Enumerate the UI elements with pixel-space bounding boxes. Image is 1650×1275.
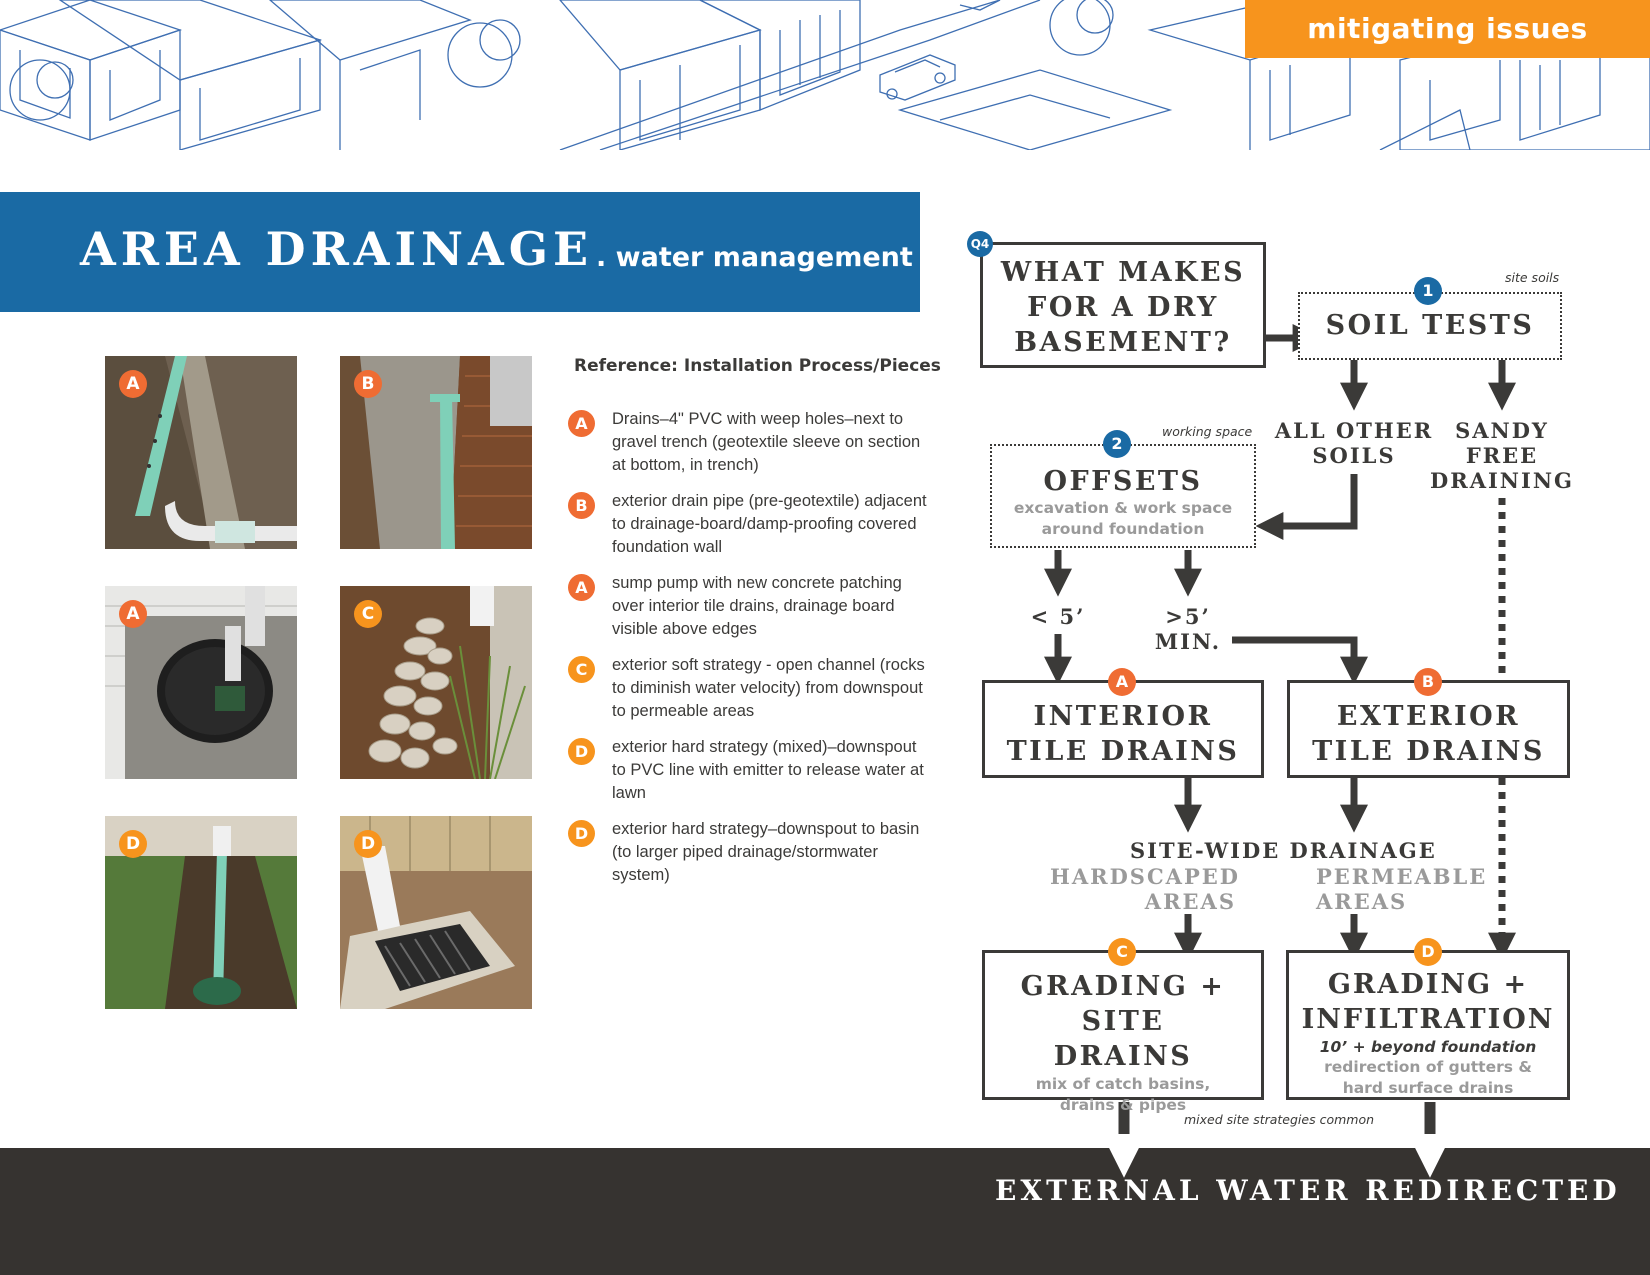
offsets-note: working space <box>1162 424 1253 439</box>
grading-site-drains-box <box>982 950 1264 1114</box>
photo-badge: C <box>354 600 382 628</box>
hardscaped-areas-label: HARDSCAPED AREAS <box>1050 864 1240 914</box>
reference-text: exterior hard strategy (mixed)–downspout to PVC line with emitter to release water at lawn <box>612 738 924 802</box>
grading-infiltration-subtitle: redirection of gutters & hard surface drains <box>1324 1058 1532 1097</box>
reference-badge: C <box>568 656 595 683</box>
mixed-strategies-note: mixed site strategies common <box>1184 1112 1375 1127</box>
reference-text: exterior drain pipe (pre-geotextile) adjacent to drainage-board/damp-proofing covered foundation wall <box>612 492 927 556</box>
section-tab: mitigating issues <box>1245 0 1650 58</box>
arrow-other-to-offsets <box>1268 474 1354 526</box>
reference-text: Drains–4" PVC with weep holes–next to gravel trench (geotextile sleeve on section at bottom, in trench) <box>612 410 921 474</box>
reference-text: exterior soft strategy - open channel (rocks to diminish water velocity) from downspout to permeable areas <box>612 656 925 720</box>
photo-badge: B <box>354 370 382 398</box>
grading-infil-badge: D <box>1414 938 1442 966</box>
grading-site-drains-subtitle: mix of catch basins, drains & pipes <box>1035 1075 1211 1114</box>
grading-site-badge: C <box>1108 938 1136 966</box>
soil-tests-note: site soils <box>1505 270 1560 285</box>
grading-infiltration-emphasis: 10’ + beyond foundation <box>1319 1038 1537 1056</box>
exterior-tile-drains-title: EXTERIOR TILE DRAINS <box>1312 701 1545 767</box>
reference-badge: D <box>568 738 595 765</box>
greater-than-5-label: >5’ MIN. <box>1154 604 1222 654</box>
page-title: AREA DRAINAGE <box>80 222 594 276</box>
offsets-title: OFFSETS <box>1043 466 1203 497</box>
question-text: WHAT MAKES FOR A DRY BASEMENT? <box>1000 257 1246 358</box>
exterior-badge: B <box>1414 668 1442 696</box>
grading-infiltration-title: GRADING + INFILTRATION <box>1301 969 1555 1035</box>
offsets-badge: 2 <box>1103 430 1131 458</box>
sandy-soils-label: SANDY FREE DRAINING <box>1430 418 1574 493</box>
reference-badge: A <box>568 574 595 601</box>
soil-tests-badge: 1 <box>1414 277 1442 305</box>
interior-badge: A <box>1108 668 1136 696</box>
reference-badge: A <box>568 410 595 437</box>
result-label: EXTERNAL WATER REDIRECTED <box>995 1174 1621 1207</box>
photo-badge: A <box>119 600 147 628</box>
reference-text: sump pump with new concrete patching over interior tile drains, drainage board visible above edges <box>612 574 902 638</box>
page-subtitle: . water management <box>596 242 913 273</box>
interior-tile-drains-title: INTERIOR TILE DRAINS <box>1006 701 1240 767</box>
photo-badge: A <box>119 370 147 398</box>
offsets-subtitle: excavation & work space around foundation <box>1013 499 1233 538</box>
offsets-box <box>990 444 1256 548</box>
photo-badge: D <box>119 830 147 858</box>
reference-heading: Reference: Installation Process/Pieces <box>574 356 941 376</box>
site-wide-drainage-label: SITE-WIDE DRAINAGE <box>1130 838 1437 863</box>
question-badge: Q4 <box>967 231 993 257</box>
reference-badge: B <box>568 492 595 519</box>
arrow-greater-to-exterior <box>1232 640 1354 672</box>
grading-infiltration-box <box>1286 950 1570 1100</box>
less-than-5-label: < 5’ <box>1030 604 1086 629</box>
grading-site-drains-title: GRADING + SITE DRAINS <box>1020 971 1226 1072</box>
reference-text: exterior hard strategy–downspout to basin (to larger piped drainage/stormwater system) <box>612 820 920 884</box>
soil-tests-title: SOIL TESTS <box>1325 310 1535 341</box>
photo-badge: D <box>354 830 382 858</box>
all-other-soils-label: ALL OTHER SOILS <box>1274 418 1434 468</box>
question-box <box>980 242 1266 368</box>
permeable-areas-label: PERMEABLE AREAS <box>1316 864 1488 914</box>
reference-badge: D <box>568 820 595 847</box>
